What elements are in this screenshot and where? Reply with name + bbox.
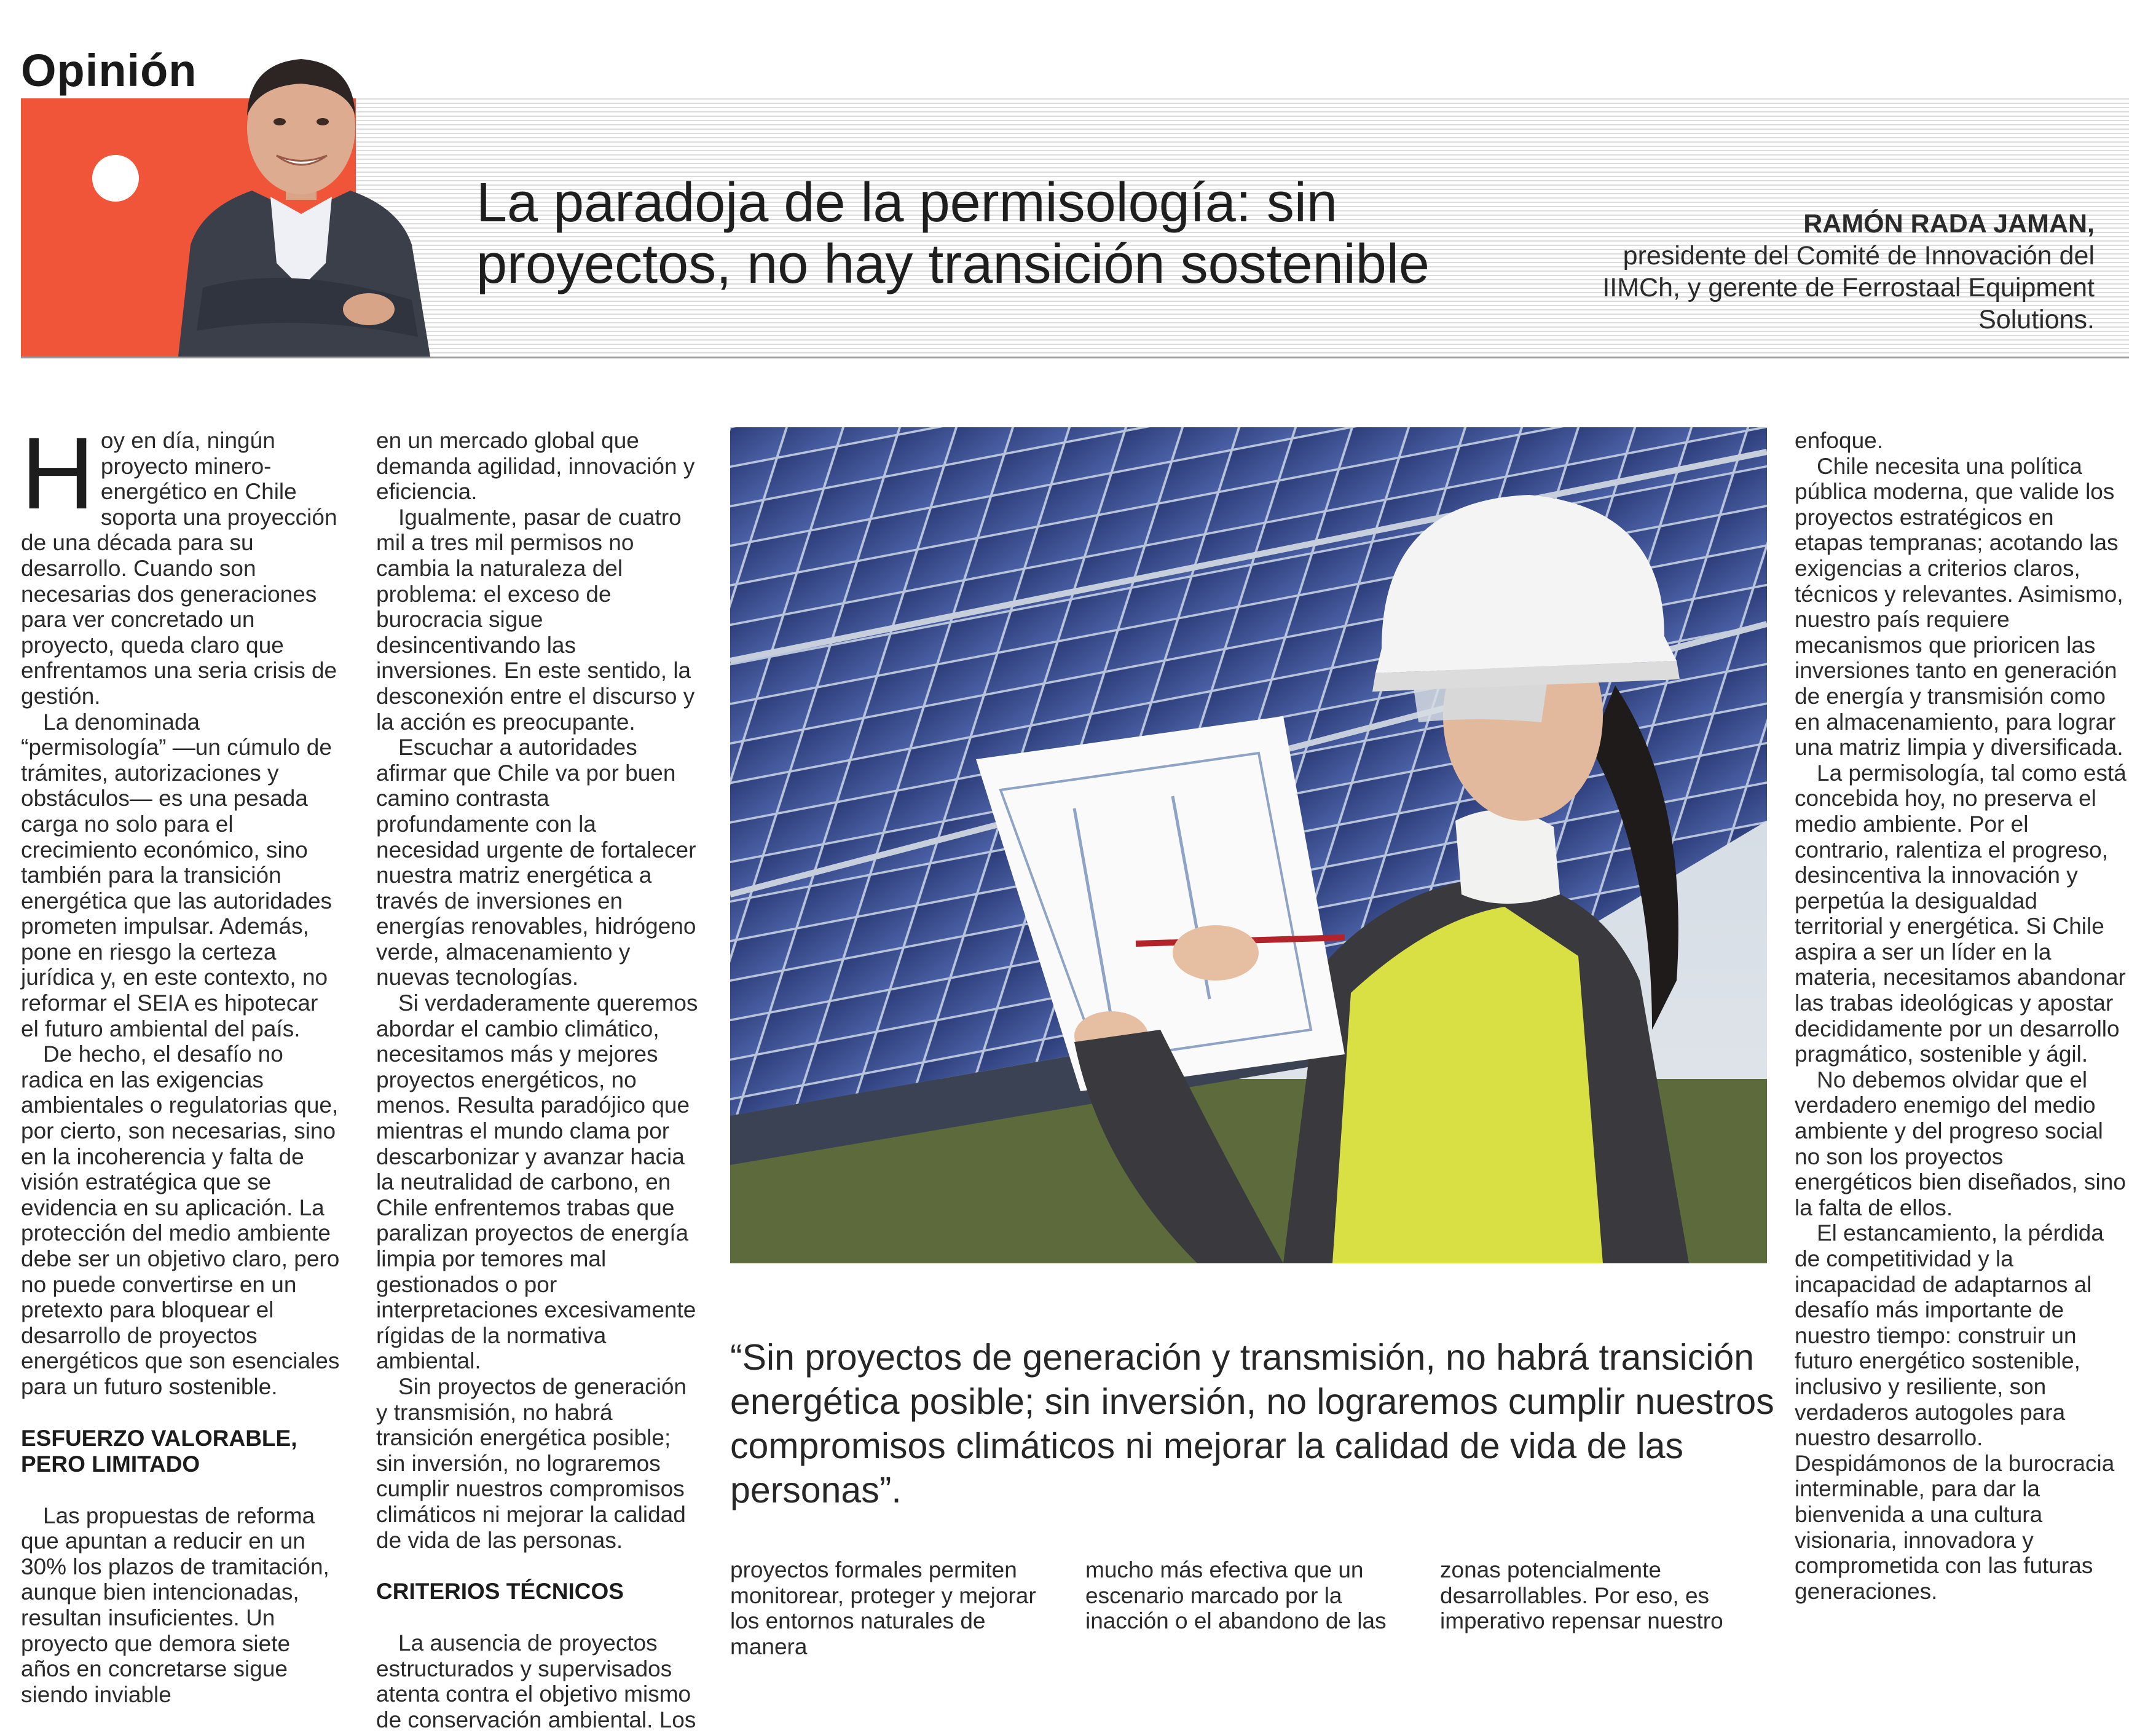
paragraph: La denominada “permisología” —un cúmulo de trámites, autorizaciones y obstáculos— es una pesada carga no solo para el crecimiento económico, sino también para la transición energética que las autoridades prometen impulsar. Además, pone en riesgo la certeza jurídica y, en este contexto, no reformar el SEIA es hipotecar el futuro ambiental del país.: [21, 709, 332, 1041]
paragraph: No debemos olvidar que el verdadero enemigo del medio ambiente y del progreso social no son los proyectos energéticos bien diseñados, sino la falta de ellos.: [1795, 1067, 2126, 1220]
accent-dot: [92, 155, 139, 202]
subheading: CRITERIOS TÉCNICOS: [376, 1579, 624, 1605]
body-column-3c: [1440, 1557, 1775, 1634]
paragraph: Chile necesita una política pública moderna, que valide los proyectos estratégicos en etapas tempranas; acotando las exigencias a criterios claros, técnicos y relevantes. Asimismo, nuestro país requiere mecanismos que prioricen las inversiones tanto en generación de energía y transmisión como en almacenamiento, para lograr una matriz limpia y diversificada.: [1795, 453, 2123, 760]
author-photo: [166, 30, 436, 357]
headline: La paradoja de la permisología: sin proyectos, no hay transición sostenible: [476, 172, 1430, 295]
paragraph: De hecho, el desafío no radica en las exigencias ambientales o regulatorias que, por cierto, son necesarias, sino en la incoherencia y falta de visión estratégica que se evidencia en su aplicación. La protección del medio ambiente debe ser un objetivo claro, pero no puede convertirse en un pretexto para bloquear el desarrollo de proyectos energéticos que son esenciales para un futuro sostenible.: [21, 1041, 340, 1399]
drop-cap: H: [21, 417, 95, 531]
paragraph: Si verdaderamente queremos abordar el cambio climático, necesitamos más y mejores proyectos energéticos, no menos. Resulta paradójico que mientras el mundo clama por descarbonizar y avanzar hacia la neutralidad de carbono, en Chile enfrentemos trabas que paralizan proyectos de energía limpia por temores mal gestionados o por interpretaciones excesivamente rígidas de la normativa ambiental.: [376, 990, 698, 1374]
paragraph-text: oy en día, ningún proyecto minero-energético en Chile soporta una proyección de una década para su desarrollo. Cuando son necesarias dos generaciones para ver concretado un proyecto, queda claro que enfrentamos una seria crisis de gestión.: [21, 428, 337, 709]
paragraph: Igualmente, pasar de cuatro mil a tres mil permisos no cambia la naturaleza del problema: el exceso de burocracia sigue desincentivando las inversiones. En este sentido, la desconexión entre el discurso y la acción es preocupante.: [376, 504, 695, 735]
author-name: RAMÓN RADA JAMAN,: [1803, 209, 2095, 239]
paragraph: Escuchar a autoridades afirmar que Chile va por buen camino contrasta profundamente con la necesidad urgente de fortalecer nuestra matriz energética a través de inversiones en energías renovables, hidrógeno verde, almacenamiento y nuevas tecnologías.: [376, 735, 696, 990]
paragraph: Sin proyectos de generación y transmisión, no habrá transición energética posible; sin inversión, no lograremos cumplir nuestros compromisos climáticos ni mejorar la calidad de vida de las personas.: [376, 1373, 687, 1553]
body-column-2: [376, 428, 699, 1733]
author-role: presidente del Comité de Innovación del IIMCh, y gerente de Ferrostaal Equipment Solutions.: [1602, 241, 2095, 334]
body-column-4: [1795, 428, 2126, 1604]
byline: [1541, 208, 2095, 336]
paragraph: La permisología, tal como está concebida hoy, no preserva el medio ambiente. Por el contrario, ralentiza el progreso, desincentiva la innovación y perpetúa la desigualdad territorial y energética. Si Chile aspira a ser un líder en la materia, necesitamos abandonar las trabas ideológicas y apostar decididamente por un desarrollo pragmático, sostenible y ágil.: [1795, 760, 2126, 1067]
section-label: Opinión: [21, 45, 197, 96]
subheading: ESFUERZO VALORABLE, PERO LIMITADO: [21, 1425, 297, 1477]
paragraph: proyectos formales permiten monitorear, proteger y mejorar los entornos naturales de manera: [730, 1557, 1036, 1659]
pull-quote: “Sin proyectos de generación y transmisión, no habrá transición energética posible; sin inversión, no lograremos cumplir nuestros compromisos climáticos ni mejorar la calidad de vida de las personas”.: [730, 1337, 1774, 1510]
paragraph: Las propuestas de reforma que apuntan a reducir en un 30% los plazos de tramitación, aunque bien intencionadas, resultan insuficientes. Un proyecto que demora siete años en concretarse sigue siendo inviable: [21, 1502, 329, 1707]
paragraph: La ausencia de proyectos estructurados y supervisados atenta contra el objetivo mismo de conservación ambiental. Los: [376, 1630, 696, 1732]
body-column-3b: [1085, 1557, 1420, 1634]
paragraph: mucho más efectiva que un escenario marcado por la inacción o el abandono de las: [1085, 1557, 1387, 1634]
body-column-1: [21, 417, 340, 1707]
paragraph: en un mercado global que demanda agilidad, innovación y eficiencia.: [376, 428, 695, 505]
paragraph: El estancamiento, la pérdida de competitividad y la incapacidad de adaptarnos al desafío más importante de nuestro tiempo: construir un futuro energético sostenible, inclusivo y resiliente, son verdaderos autogoles para nuestro desarrollo. Despidámonos de la burocracia interminable, para dar la bienvenida a una cultura visionaria, innovadora y comprometida con las futuras generaciones.: [1795, 1220, 2115, 1604]
paragraph: zonas potencialmente desarrollables. Por eso, es imperativo repensar nuestro: [1440, 1557, 1723, 1634]
paragraph: enfoque.: [1795, 428, 1884, 453]
paragraph: [21, 417, 340, 709]
engineer-solar-panels-photo: [730, 427, 1767, 1263]
body-column-3a: [730, 1557, 1065, 1659]
